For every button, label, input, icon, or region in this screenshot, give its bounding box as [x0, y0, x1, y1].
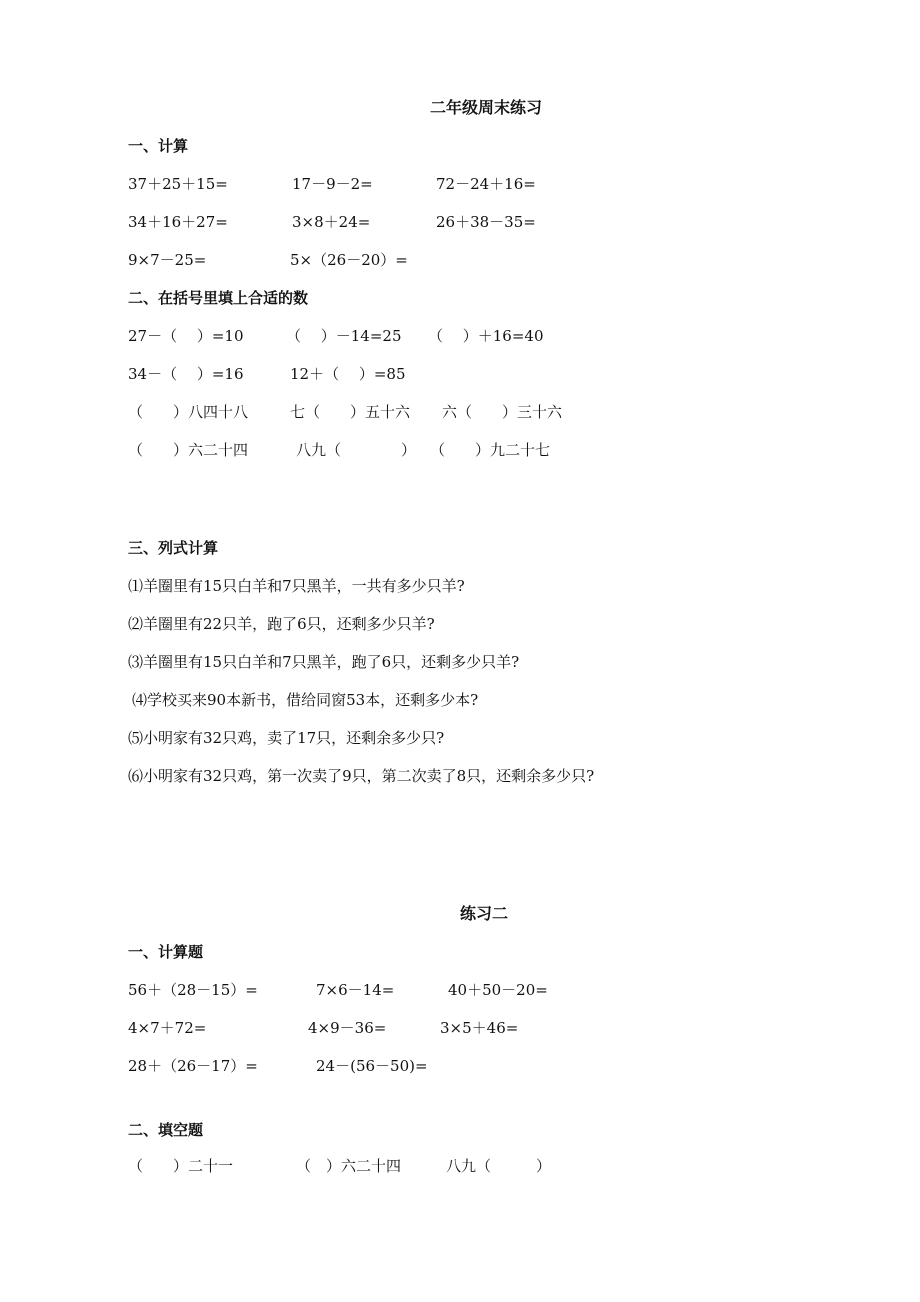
section-heading: 一、计算题 — [128, 943, 204, 961]
section-heading: 三、列式计算 — [128, 539, 219, 557]
fill-blank: （ ）二十一 — [128, 1157, 234, 1175]
problem: 4×7＋72= — [128, 1019, 207, 1037]
problem: 28＋（26－17）= — [128, 1057, 258, 1075]
section-heading: 二、填空题 — [128, 1121, 204, 1139]
fill-blank: （ ）－14=25 — [286, 327, 402, 345]
fill-blank: 七（ ）五十六 — [290, 403, 411, 421]
problem: 34＋16＋27= — [128, 213, 228, 231]
problem: 24－(56－50)= — [316, 1057, 428, 1075]
problem: 26＋38－35= — [436, 213, 536, 231]
fill-blank: （ ）六二十四 — [296, 1157, 402, 1175]
fill-blank: 八九（ ） — [446, 1157, 552, 1175]
problem: 56＋（28－15）= — [128, 981, 258, 999]
fill-blank: （ ）＋16=40 — [428, 327, 544, 345]
fill-blank: （ ）九二十七 — [430, 441, 551, 459]
fill-blank: 27－（ ）=10 — [128, 327, 244, 345]
word-problem: ⑴羊圈里有15只白羊和7只黑羊，一共有多少只羊? — [128, 577, 465, 595]
problem: 5×（26－20）= — [290, 251, 408, 269]
exercise-title: 二年级周末练习 — [430, 98, 543, 117]
word-problem: ⑵羊圈里有22只羊，跑了6只，还剩多少只羊? — [128, 615, 435, 633]
problem: 3×8＋24= — [292, 213, 371, 231]
word-problem: ⑷学校买来90本新书，借给同窗53本，还剩多少本? — [132, 691, 479, 709]
problem: 4×9－36= — [308, 1019, 387, 1037]
fill-blank: 34－（ ）=16 — [128, 365, 244, 383]
exercise-title: 练习二 — [460, 904, 509, 923]
word-problem: ⑹小明家有32只鸡，第一次卖了9只，第二次卖了8只，还剩余多少只? — [128, 767, 595, 785]
word-problem: ⑶羊圈里有15只白羊和7只黑羊，跑了6只，还剩多少只羊? — [128, 653, 520, 671]
fill-blank: （ ）六二十四 — [128, 441, 249, 459]
fill-blank: （ ）八四十八 — [128, 403, 249, 421]
fill-blank: 12＋（ ）=85 — [290, 365, 406, 383]
problem: 72－24＋16= — [436, 175, 536, 193]
problem: 9×7－25= — [128, 251, 207, 269]
section-heading: 二、在括号里填上合适的数 — [128, 289, 309, 307]
word-problem: ⑸小明家有32只鸡，卖了17只，还剩余多少只? — [128, 729, 445, 747]
section-heading: 一、计算 — [128, 137, 189, 155]
problem: 37＋25＋15= — [128, 175, 228, 193]
problem: 40＋50－20= — [448, 981, 548, 999]
problem: 7×6－14= — [316, 981, 395, 999]
fill-blank: 八九（ ） — [296, 441, 417, 459]
problem: 3×5＋46= — [440, 1019, 519, 1037]
fill-blank: 六（ ）三十六 — [442, 403, 563, 421]
problem: 17－9－2= — [292, 175, 373, 193]
